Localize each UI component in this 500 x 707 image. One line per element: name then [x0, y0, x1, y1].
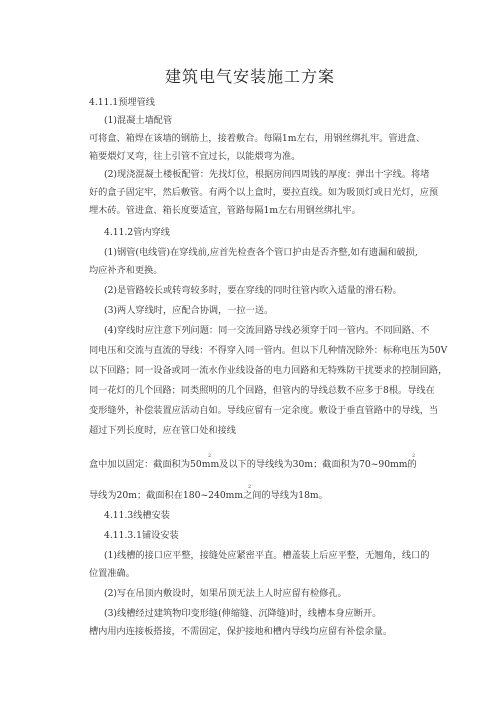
- body-text-line: 好的盒子固定牢，然后敷管。有两个以上盒时，要拉直线。如为吸顶灯或日光灯，应预: [89, 187, 439, 198]
- body-text-line: 箱要煨灯叉弯，往上引管不宜过长，以能煨弯为准。: [89, 151, 301, 162]
- body-text-line: 位置准确。: [89, 568, 135, 579]
- superscript-mark: 2: [412, 453, 416, 459]
- body-text-line: 可将盒、箱焊在该墙的钢筋上，接着敷合。每隔1m左右，用钢丝绑扎牢。管进盒、: [89, 133, 426, 144]
- body-text-line: 均应补齐和更换。: [89, 265, 163, 276]
- body-text-line: (2)现浇混凝土楼板配管：先找灯位，根据房间四周钱的厚度：弹出十字线。将堵: [104, 169, 430, 180]
- body-text-line: (3)线槽经过建筑物印变形缝(伸缩缝、沉降缝)时，线槽本身应断开。: [104, 608, 382, 619]
- section-heading: 4.11.3线槽安装: [104, 510, 170, 521]
- superscript-mark: 2: [208, 453, 212, 459]
- subsection-heading: (1)混凝土墙配管: [104, 115, 173, 126]
- body-text-line: 变形缝外，补偿装置应活动自如。导线应留有一定余度。敷设于垂直管路中的导线，当: [89, 405, 439, 416]
- section-heading: 4.11.1预埋管线: [89, 97, 155, 108]
- body-text-line: 埋木砖。管进盒、箱长度要适宜，管路每隔1m左右用钢丝绑扎牢。: [89, 205, 361, 216]
- body-text-line: (2)写在吊顶内敷设时，如果吊顶无法上人时应留有检修孔。: [104, 588, 347, 599]
- body-text-line: 同电压和交流与直流的导线：不得穿入同一管内。但以下几种情况除外：标称电压为50V: [89, 345, 448, 356]
- body-text-line: (2)是管路较长或转弯较多时，要在穿线的同时往管内吹入适量的滑石粉。: [104, 285, 402, 296]
- body-text-line: (3)两人穿线时，应配合协调，一拉一送。: [104, 305, 274, 316]
- body-text-line: (1)线槽的接口应平整，接缝处应紧密平直。槽盖装上后应平整，无翘角，线口的: [104, 550, 430, 561]
- body-text-line: 槽内用内连接板搭接，不需固定，保护接地和槽内导线均应留有补偿余量。: [89, 626, 393, 637]
- body-text-line: (4)穿线时应注意下列问题：同一交流回路导线必须穿于同一管内。不同回路、不: [104, 325, 430, 336]
- superscript-mark: 2: [248, 484, 252, 490]
- body-text-line: 以下回路；同一设备或同一流水作业线设备的电力回路和无特殊防干扰要求的控制回路，: [89, 365, 448, 376]
- document-title: 建筑电气安装施工方案: [164, 67, 335, 86]
- body-text-line: 导线为20m；截面积在180~240mm之间的导线为18m。: [89, 490, 328, 501]
- body-text-line: 超过下列长度时，应在管口处和接线: [89, 425, 236, 436]
- section-heading: 4.11.2管内穿线: [104, 227, 170, 238]
- body-text-line: 盒中加以固定：截面积为50mm及以下的导线线为30m；截面积为70~90mm的: [89, 459, 417, 470]
- body-text-line: (1)钢管(电线管)在穿线前,应首先检查各个管口护由是否齐整,如有遗漏和破损,: [104, 247, 418, 258]
- subsection-heading: 4.11.3.1铺设安装: [104, 530, 179, 541]
- body-text-line: 同一花灯的几个回路；同类照明的几个回路，但管内的导线总数不应多于8根。导线在: [89, 385, 435, 396]
